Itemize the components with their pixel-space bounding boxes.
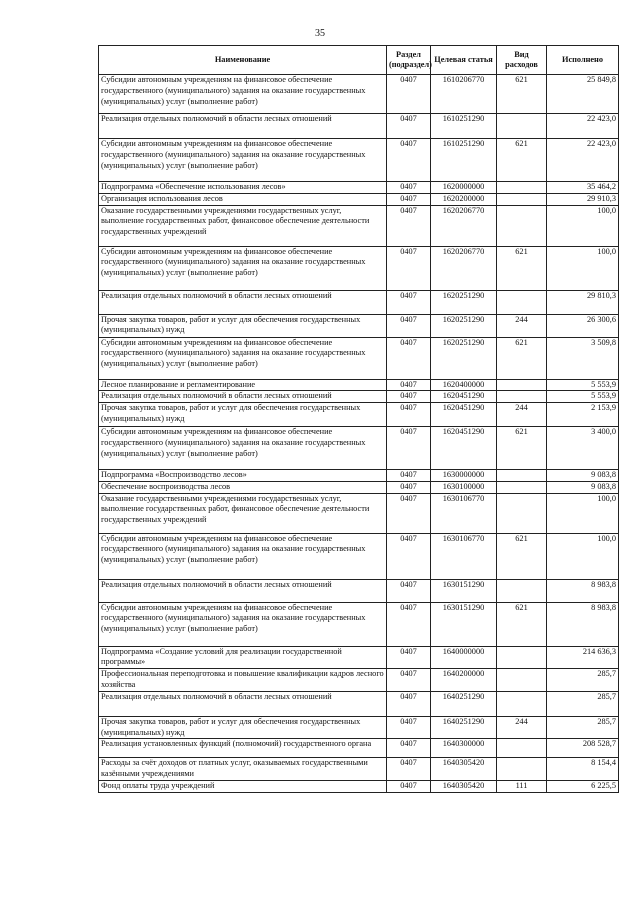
table-row <box>99 739 619 758</box>
cell-name: Организация использования лесов <box>99 193 387 205</box>
cell-kind: 244 <box>497 314 547 337</box>
cell-article: 1620400000 <box>431 379 497 391</box>
cell-kind: 621 <box>497 533 547 579</box>
cell-section: 0407 <box>387 493 431 533</box>
cell-section: 0407 <box>387 427 431 470</box>
cell-sum: 100,0 <box>547 493 619 533</box>
table-row <box>99 379 619 391</box>
cell-kind: 621 <box>497 427 547 470</box>
cell-name: Прочая закупка товаров, работ и услуг для обеспечения государственных (муниципальных) нужд <box>99 314 387 337</box>
cell-article: 1620206770 <box>431 246 497 290</box>
cell-article: 1640305420 <box>431 780 497 792</box>
cell-name: Реализация отдельных полномочий в области лесных отношений <box>99 391 387 403</box>
cell-name: Субсидии автономным учреждениям на финансовое обеспечение государственного (муниципального) задания на оказание государственных (муниципальных) услуг (выполнение работ) <box>99 602 387 646</box>
cell-kind <box>497 691 547 716</box>
cell-section: 0407 <box>387 314 431 337</box>
cell-name: Профессиональная переподготовка и повышение квалификации кадров лесного хозяйства <box>99 669 387 692</box>
header-article: Целевая статья <box>431 46 497 75</box>
cell-name: Оказание государственными учреждениями государственных услуг, выполнение государственных работ, финансовое обеспечение деятельности государственных учреждений <box>99 493 387 533</box>
cell-section: 0407 <box>387 780 431 792</box>
cell-sum: 8 983,8 <box>547 579 619 602</box>
cell-kind: 621 <box>497 75 547 114</box>
cell-sum: 100,0 <box>547 205 619 246</box>
cell-sum: 26 300,6 <box>547 314 619 337</box>
cell-name: Реализация отдельных полномочий в области лесных отношений <box>99 290 387 314</box>
table-row <box>99 579 619 602</box>
cell-name: Прочая закупка товаров, работ и услуг для обеспечения государственных (муниципальных) нужд <box>99 403 387 427</box>
table-row <box>99 139 619 182</box>
cell-section: 0407 <box>387 646 431 669</box>
cell-name: Подпрограмма «Создание условий для реализации государственной программы» <box>99 646 387 669</box>
cell-sum: 285,7 <box>547 691 619 716</box>
cell-name: Прочая закупка товаров, работ и услуг для обеспечения государственных (муниципальных) нужд <box>99 716 387 739</box>
cell-section: 0407 <box>387 75 431 114</box>
table-row <box>99 391 619 403</box>
table-row <box>99 691 619 716</box>
cell-sum: 285,7 <box>547 669 619 692</box>
table-row <box>99 205 619 246</box>
cell-section: 0407 <box>387 403 431 427</box>
cell-kind: 621 <box>497 602 547 646</box>
cell-kind <box>497 114 547 139</box>
cell-section: 0407 <box>387 669 431 692</box>
cell-sum: 22 423,0 <box>547 139 619 182</box>
cell-section: 0407 <box>387 379 431 391</box>
cell-article: 1620251290 <box>431 337 497 379</box>
cell-name: Субсидии автономным учреждениям на финансовое обеспечение государственного (муниципального) задания на оказание государственных (муниципальных) услуг (выполнение работ) <box>99 139 387 182</box>
cell-section: 0407 <box>387 739 431 758</box>
cell-sum: 208 528,7 <box>547 739 619 758</box>
cell-sum: 29 810,3 <box>547 290 619 314</box>
cell-sum: 6 225,5 <box>547 780 619 792</box>
cell-name: Субсидии автономным учреждениям на финансовое обеспечение государственного (муниципального) задания на оказание государственных (муниципальных) услуг (выполнение работ) <box>99 246 387 290</box>
cell-article: 1640300000 <box>431 739 497 758</box>
cell-sum: 29 910,3 <box>547 193 619 205</box>
cell-kind: 244 <box>497 716 547 739</box>
cell-name: Реализация отдельных полномочий в области лесных отношений <box>99 691 387 716</box>
header-kind: Вид расходов <box>497 46 547 75</box>
cell-article: 1630151290 <box>431 579 497 602</box>
cell-sum: 2 153,9 <box>547 403 619 427</box>
cell-article: 1640305420 <box>431 758 497 781</box>
cell-name: Подпрограмма «Воспроизводство лесов» <box>99 470 387 482</box>
cell-section: 0407 <box>387 246 431 290</box>
cell-section: 0407 <box>387 182 431 194</box>
cell-sum: 8 154,4 <box>547 758 619 781</box>
cell-name: Реализация отдельных полномочий в области лесных отношений <box>99 114 387 139</box>
table-body <box>99 75 619 793</box>
cell-name: Подпрограмма «Обеспечение использования лесов» <box>99 182 387 194</box>
cell-article: 1620206770 <box>431 205 497 246</box>
cell-kind <box>497 758 547 781</box>
cell-article: 1620200000 <box>431 193 497 205</box>
cell-name: Реализация установленных функций (полномочий) государственного органа <box>99 739 387 758</box>
cell-sum: 285,7 <box>547 716 619 739</box>
table-row <box>99 337 619 379</box>
cell-article: 1630151290 <box>431 602 497 646</box>
cell-section: 0407 <box>387 139 431 182</box>
cell-section: 0407 <box>387 470 431 482</box>
cell-name: Лесное планирование и регламентирование <box>99 379 387 391</box>
cell-section: 0407 <box>387 114 431 139</box>
cell-sum: 8 983,8 <box>547 602 619 646</box>
cell-article: 1620451290 <box>431 403 497 427</box>
cell-sum: 25 849,8 <box>547 75 619 114</box>
cell-kind: 111 <box>497 780 547 792</box>
cell-sum: 3 509,8 <box>547 337 619 379</box>
table-row <box>99 470 619 482</box>
cell-sum: 3 400,0 <box>547 427 619 470</box>
cell-article: 1630106770 <box>431 533 497 579</box>
cell-sum: 22 423,0 <box>547 114 619 139</box>
cell-kind <box>497 182 547 194</box>
cell-kind <box>497 290 547 314</box>
cell-article: 1630100000 <box>431 481 497 493</box>
cell-sum: 5 553,9 <box>547 391 619 403</box>
cell-name: Оказание государственными учреждениями государственных услуг, выполнение государственных работ, финансовое обеспечение деятельности государственных учреждений <box>99 205 387 246</box>
cell-name: Субсидии автономным учреждениям на финансовое обеспечение государственного (муниципального) задания на оказание государственных (муниципальных) услуг (выполнение работ) <box>99 427 387 470</box>
cell-section: 0407 <box>387 533 431 579</box>
table-row <box>99 75 619 114</box>
cell-article: 1640251290 <box>431 691 497 716</box>
cell-kind <box>497 205 547 246</box>
cell-kind <box>497 579 547 602</box>
cell-section: 0407 <box>387 579 431 602</box>
cell-article: 1640251290 <box>431 716 497 739</box>
cell-section: 0407 <box>387 602 431 646</box>
cell-section: 0407 <box>387 205 431 246</box>
cell-section: 0407 <box>387 716 431 739</box>
cell-article: 1620451290 <box>431 427 497 470</box>
cell-name: Обеспечение воспроизводства лесов <box>99 481 387 493</box>
cell-article: 1630000000 <box>431 470 497 482</box>
cell-sum: 9 083,8 <box>547 481 619 493</box>
table-row <box>99 716 619 739</box>
cell-sum: 100,0 <box>547 246 619 290</box>
cell-sum: 214 636,3 <box>547 646 619 669</box>
cell-article: 1610206770 <box>431 75 497 114</box>
cell-kind <box>497 470 547 482</box>
page-number: 35 <box>315 28 325 39</box>
table-row <box>99 481 619 493</box>
cell-sum: 35 464,2 <box>547 182 619 194</box>
cell-sum: 100,0 <box>547 533 619 579</box>
cell-sum: 5 553,9 <box>547 379 619 391</box>
table-row <box>99 114 619 139</box>
cell-name: Субсидии автономным учреждениям на финансовое обеспечение государственного (муниципального) задания на оказание государственных (муниципальных) услуг (выполнение работ) <box>99 75 387 114</box>
table-row <box>99 193 619 205</box>
cell-kind <box>497 391 547 403</box>
table-row <box>99 602 619 646</box>
table-row <box>99 427 619 470</box>
cell-article: 1640000000 <box>431 646 497 669</box>
header-name: Наименование <box>99 46 387 75</box>
cell-article: 1630106770 <box>431 493 497 533</box>
cell-article: 1620000000 <box>431 182 497 194</box>
cell-kind <box>497 646 547 669</box>
table-row <box>99 182 619 194</box>
cell-section: 0407 <box>387 337 431 379</box>
cell-section: 0407 <box>387 391 431 403</box>
table-row <box>99 669 619 692</box>
cell-article: 1620251290 <box>431 290 497 314</box>
cell-kind <box>497 481 547 493</box>
cell-section: 0407 <box>387 691 431 716</box>
table-row <box>99 493 619 533</box>
cell-section: 0407 <box>387 193 431 205</box>
table-row <box>99 314 619 337</box>
cell-kind <box>497 379 547 391</box>
table-row <box>99 290 619 314</box>
table-row <box>99 403 619 427</box>
cell-kind <box>497 193 547 205</box>
cell-sum: 9 083,8 <box>547 470 619 482</box>
table-row <box>99 533 619 579</box>
cell-kind: 621 <box>497 337 547 379</box>
cell-article: 1640200000 <box>431 669 497 692</box>
table-row <box>99 780 619 792</box>
cell-name: Реализация отдельных полномочий в области лесных отношений <box>99 579 387 602</box>
cell-name: Фонд оплаты труда учреждений <box>99 780 387 792</box>
table-row <box>99 646 619 669</box>
budget-table <box>98 45 619 793</box>
cell-name: Субсидии автономным учреждениям на финансовое обеспечение государственного (муниципального) задания на оказание государственных (муниципальных) услуг (выполнение работ) <box>99 337 387 379</box>
cell-section: 0407 <box>387 758 431 781</box>
header-sum: Исполнено <box>547 46 619 75</box>
cell-section: 0407 <box>387 481 431 493</box>
cell-article: 1610251290 <box>431 139 497 182</box>
cell-kind: 621 <box>497 139 547 182</box>
cell-name: Расходы за счёт доходов от платных услуг, оказываемых государственными казёнными учреждениями <box>99 758 387 781</box>
cell-kind <box>497 739 547 758</box>
cell-kind <box>497 669 547 692</box>
header-section: Раздел (подраздел) <box>387 46 431 75</box>
cell-kind: 621 <box>497 246 547 290</box>
cell-article: 1610251290 <box>431 114 497 139</box>
cell-section: 0407 <box>387 290 431 314</box>
table-header-row <box>99 46 619 75</box>
cell-kind <box>497 493 547 533</box>
cell-article: 1620251290 <box>431 314 497 337</box>
table-row <box>99 758 619 781</box>
cell-name: Субсидии автономным учреждениям на финансовое обеспечение государственного (муниципального) задания на оказание государственных (муниципальных) услуг (выполнение работ) <box>99 533 387 579</box>
cell-kind: 244 <box>497 403 547 427</box>
cell-article: 1620451290 <box>431 391 497 403</box>
table-row <box>99 246 619 290</box>
